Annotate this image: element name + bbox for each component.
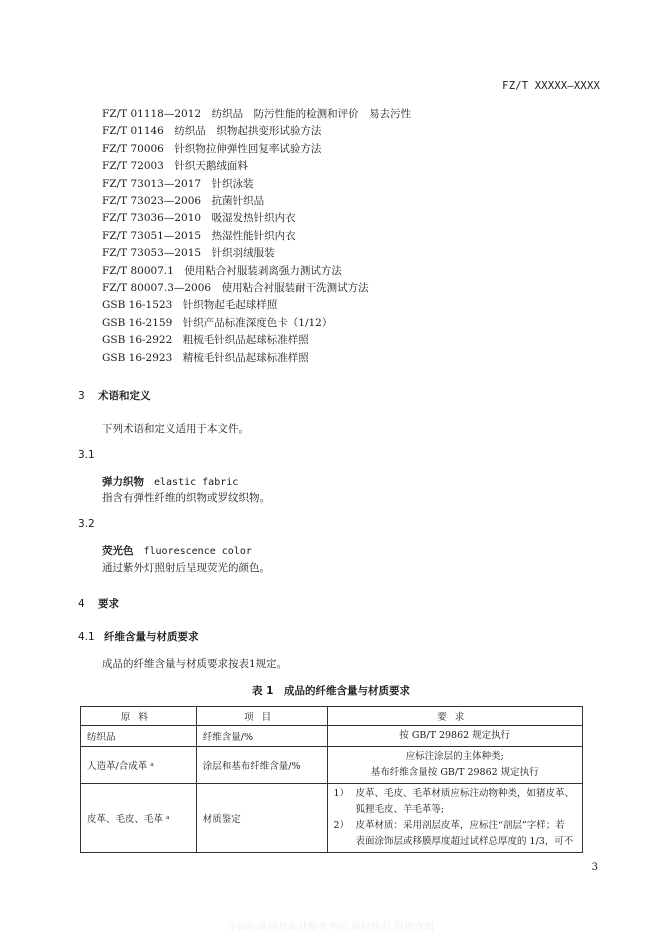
cell-material: 人造革/合成革 ᵃ	[81, 747, 197, 784]
table-header-row	[81, 707, 583, 726]
term-heading	[102, 543, 252, 558]
requirement-line: 表面涂饰层或移膜厚度超过试样总厚度的 1/3，可不	[355, 836, 574, 847]
standard-code: FZ/T XXXXX—XXXX	[502, 80, 600, 92]
item-number: 1）	[333, 788, 350, 799]
section-3-heading	[78, 388, 151, 403]
table-row	[81, 784, 583, 853]
table-header-requirement: 要求	[327, 707, 583, 726]
section-4-heading	[78, 596, 119, 611]
term-number: 3.1	[78, 449, 95, 461]
requirement-line: 应标注涂层的主体种类;	[405, 751, 504, 762]
section-number: 3	[78, 390, 85, 402]
requirement-item	[334, 818, 577, 850]
cell-item: 涂层和基布纤维含量/%	[196, 747, 327, 784]
section-title: 术语和定义	[98, 390, 151, 402]
reference-item: FZ/T 80007.1 使用粘合衬服装剥离强力测试方法	[102, 264, 342, 277]
term-chinese: 弹力织物	[102, 476, 144, 488]
cell-requirement	[327, 784, 583, 853]
reference-item: GSB 16-1523 针织物起毛起球样照	[102, 299, 278, 312]
cell-requirement	[327, 726, 583, 747]
subsection-title: 纤维含量与材质要求	[104, 631, 199, 643]
reference-item: FZ/T 73023—2006 抗菌针织品	[102, 195, 265, 208]
item-number: 2）	[333, 820, 350, 831]
table-caption: 表 1 成品的纤维含量与材质要求	[252, 685, 410, 697]
section-number: 4	[78, 598, 85, 610]
requirement-line: 按 GB/T 29862 规定执行	[399, 730, 511, 741]
term-number: 3.2	[78, 518, 95, 530]
term-chinese: 荧光色	[102, 545, 134, 557]
reference-item: FZ/T 72003 针织天鹅绒面料	[102, 160, 248, 173]
reference-item: FZ/T 80007.3—2006 使用粘合衬服装耐干洗测试方法	[102, 282, 369, 295]
requirement-line: 狐狸毛皮、羊毛革等;	[355, 804, 445, 815]
table-row	[81, 747, 583, 784]
section-title: 要求	[98, 598, 119, 610]
subsection-number: 4.1	[78, 631, 95, 643]
requirement-line: 皮革材质：采用剖层皮革，应标注“剖层”字样；若	[355, 820, 565, 831]
reference-item: FZ/T 73053—2015 针织羽绒服装	[102, 247, 275, 260]
term-english: fluorescence color	[143, 546, 252, 557]
cell-material: 皮革、毛皮、毛革 ᵃ	[81, 784, 197, 853]
reference-item: FZ/T 01118—2012 纺织品 防污性能的检测和评价 易去污性	[102, 108, 412, 120]
reference-item: FZ/T 01146 纺织品 织物起拱变形试验方法	[102, 125, 322, 138]
requirement-item	[334, 786, 577, 818]
reference-item: GSB 16-2923 精梳毛针织品起球标准样照	[102, 351, 309, 364]
table-header-item: 项目	[196, 707, 327, 726]
term-heading	[102, 474, 238, 489]
section-4-1-heading	[78, 629, 199, 644]
reference-item: FZ/T 73036—2010 吸湿发热针织内衣	[102, 212, 296, 225]
cell-item: 材质鉴定	[196, 784, 327, 853]
section-4-1-text: 成品的纤维含量与材质要求按表1规定。	[102, 658, 288, 670]
reference-item: FZ/T 73051—2015 热湿性能针织内衣	[102, 229, 296, 242]
requirement-line: 基布纤维含量按 GB/T 29862 规定执行	[370, 767, 539, 778]
requirement-line: 皮革、毛皮、毛革材质应标注动物种类，如猪皮革、	[355, 788, 575, 799]
term-definition: 通过紫外灯照射后呈现荧光的颜色。	[102, 562, 270, 574]
reference-item: GSB 16-2922 粗梳毛针织品起球标准样照	[102, 334, 309, 347]
normative-references	[102, 106, 411, 367]
cell-material: 纺织品	[81, 726, 197, 747]
table-header-material: 原料	[81, 707, 197, 726]
cell-requirement	[327, 747, 583, 784]
section-3-intro: 下列术语和定义适用于本文件。	[102, 423, 249, 435]
table-row	[81, 726, 583, 747]
page-number: 3	[591, 862, 598, 873]
term-english: elastic fabric	[154, 477, 239, 488]
footer-watermark: 全国标准信息公共服务平台 版权所有 仅供查阅	[227, 922, 435, 933]
requirements-table	[80, 706, 583, 853]
reference-item: FZ/T 70006 针织物拉伸弹性回复率试验方法	[102, 142, 322, 155]
term-definition: 指含有弹性纤维的织物或罗纹织物。	[102, 492, 270, 504]
reference-item: GSB 16-2159 针织产品标准深度色卡（1/12）	[102, 316, 333, 329]
cell-item: 纤维含量/%	[196, 726, 327, 747]
reference-item: FZ/T 73013—2017 针织泳装	[102, 177, 254, 190]
